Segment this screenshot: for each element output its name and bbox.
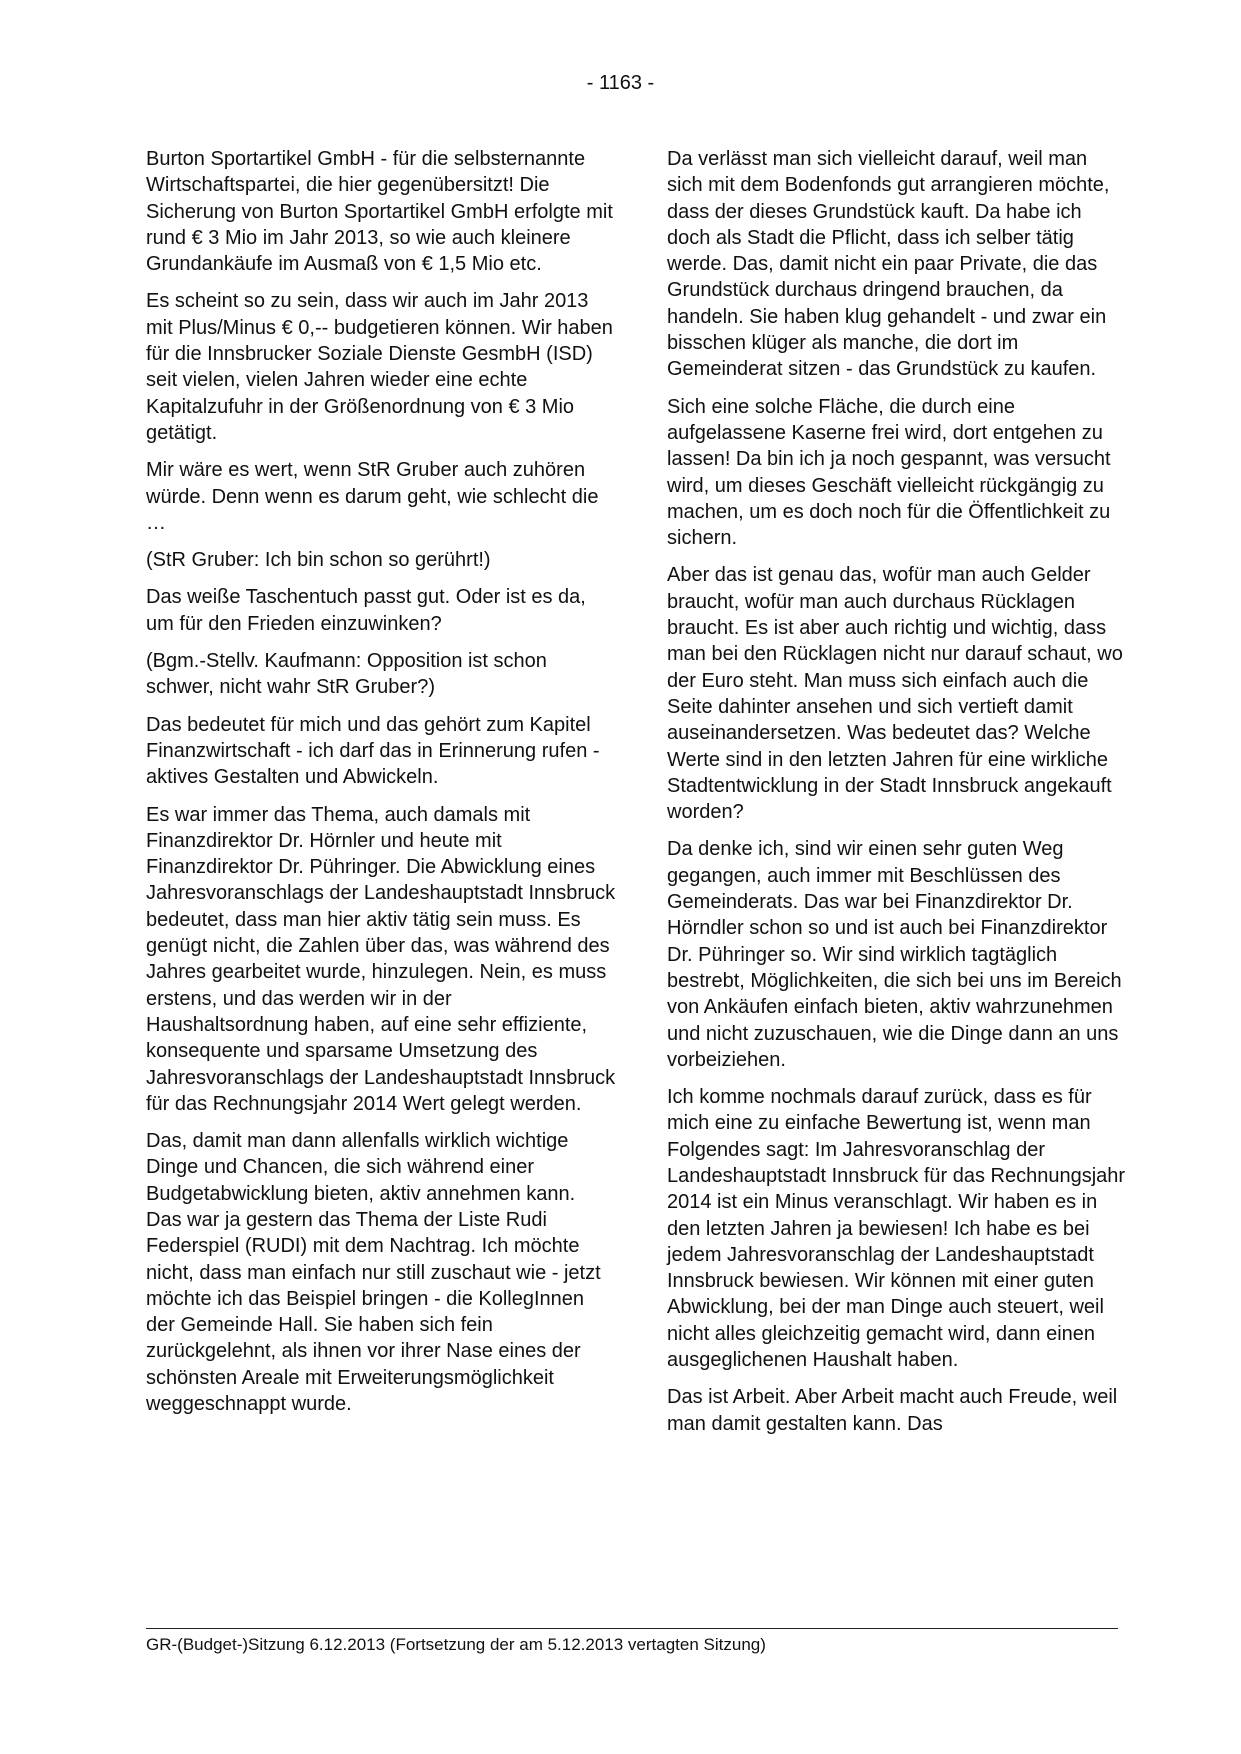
page-number: - 1163 - [586, 72, 655, 94]
paragraph: Da verlässt man sich vielleicht darauf, weil man sich mit dem Bodenfonds gut arrangieren möchte, dass der dieses Grundstück kauft. Da habe ich doch als Stadt die Pflicht, dass ich selber tätig werde. Das, damit nicht ein paar Private, die das Grundstück durchaus dringend brauchen, da handeln. Sie haben klug gehandelt - und zwar ein bisschen klüger als manche, die dort im Gemeinderat sitzen - das Grundstück zu kaufen. [667, 148, 1110, 381]
footer-text: GR-(Budget-)Sitzung 6.12.2013 (Fortsetzung der am 5.12.2013 vertagten Sitzung) [146, 1635, 766, 1654]
right-column [667, 146, 1127, 1448]
interjection: (StR Gruber: Ich bin schon so gerührt!) [146, 549, 491, 572]
footer-divider [146, 1628, 1118, 1629]
paragraph: Aber das ist genau das, wofür man auch Gelder braucht, wofür man auch durchaus Rücklagen braucht. Es ist aber auch richtig und wichtig, dass man bei den Rücklagen nicht nur darauf schaut, wo der Euro steht. Man muss sich einfach auch die Seite dahinter ansehen und sich vertieft damit auseinandersetzen. Was bedeutet das? Welche Werte sind in den letzten Jahren für eine wirkliche Stadtentwicklung in der Stadt Innsbruck angekauft worden? [667, 564, 1123, 824]
interjection: (Bgm.-Stellv. Kaufmann: Opposition ist schon schwer, nicht wahr StR Gruber?) [146, 650, 547, 699]
paragraph: Das bedeutet für mich und das gehört zum Kapitel Finanzwirtschaft - ich darf das in Erinnerung rufen - aktives Gestalten und Abwickeln. [146, 713, 600, 789]
paragraph: Das, damit man dann allenfalls wirklich wichtige Dinge und Chancen, die sich während einer Budgetabwicklung bieten, aktiv annehmen kann. Das war ja gestern das Thema der Liste Rudi Federspiel (RUDI) mit dem Nachtrag. Ich möchte nicht, dass man einfach nur still zuschaut wie - jetzt möchte ich das Beispiel bringen - die KollegInnen der Gemeinde Hall. Sie haben sich fein zurückgelehnt, als ihnen vor ihrer Nase eines der schönsten Areale mit Erweiterungsmöglichkeit weggeschnappt wurde. [146, 1130, 601, 1416]
paragraph: Das ist Arbeit. Aber Arbeit macht auch Freude, weil man damit gestalten kann. Das [667, 1386, 1118, 1435]
paragraph: Es war immer das Thema, auch damals mit Finanzdirektor Dr. Hörnler und heute mit Finanzdirektor Dr. Pühringer. Die Abwicklung eines Jahresvoranschlags der Landeshauptstadt Innsbruck bedeutet, dass man hier aktiv tätig sein muss. Es genügt nicht, die Zahlen über das, was während des Jahres gearbeitet wurde, hinzulegen. Nein, es muss erstens, und das werden wir in der Haushaltsordnung haben, auf eine sehr effiziente, konsequente und sparsame Umsetzung des Jahresvoranschlags der Landeshauptstadt Innsbruck für das Rechnungsjahr 2014 Wert gelegt werden. [146, 803, 616, 1115]
paragraph: Da denke ich, sind wir einen sehr guten Weg gegangen, auch immer mit Beschlüssen des Gemeinderats. Das war bei Finanzdirektor Dr. Hörndler schon so und ist auch bei Finanzdirektor Dr. Pühringer so. Wir sind wirklich tagtäglich bestrebt, Möglichkeiten, die sich bei uns im Bereich von Ankäufen einfach bieten, aktiv wahrzunehmen und nicht zuzuschauen, wie die Dinge dann an uns vorbeiziehen. [667, 838, 1122, 1071]
paragraph: Das weiße Taschentuch passt gut. Oder ist es da, um für den Frieden einzuwinken? [146, 586, 586, 635]
paragraph: Mir wäre es wert, wenn StR Gruber auch zuhören würde. Denn wenn es darum geht, wie schlecht die … [146, 459, 599, 534]
left-column [146, 146, 616, 1428]
paragraph: Sich eine solche Fläche, die durch eine aufgelassene Kaserne frei wird, dort entgehen zu lassen! Da bin ich ja noch gespannt, was versucht wird, um dieses Geschäft vielleicht rückgängig zu machen, um es doch noch für die Öffentlichkeit zu sichern. [667, 395, 1111, 550]
paragraph: Ich komme nochmals darauf zurück, dass es für mich eine zu einfache Bewertung ist, wenn man Folgendes sagt: Im Jahresvoranschlag der Landeshauptstadt Innsbruck für das Rechnungsjahr 2014 ist ein Minus veranschlagt. Wir haben es in den letzten Jahren ja bewiesen! Ich habe es bei jedem Jahresvoranschlag der Landeshauptstadt Innsbruck bewiesen. Wir können mit einer guten Abwicklung, bei der man Dinge auch steuert, weil nicht alles gleichzeitig gemacht wird, dann einen ausgeglichenen Haushalt haben. [667, 1086, 1126, 1372]
paragraph: Burton Sportartikel GmbH - für die selbsternannte Wirtschaftspartei, die hier gegenübersitzt! Die Sicherung von Burton Sportartikel GmbH erfolgte mit rund € 3 Mio im Jahr 2013, so wie auch kleinere Grundankäufe im Ausmaß von € 1,5 Mio etc. [146, 148, 613, 276]
paragraph: Es scheint so zu sein, dass wir auch im Jahr 2013 mit Plus/Minus € 0,-- budgetieren können. Wir haben für die Innsbrucker Soziale Dienste GesmbH (ISD) seit vielen, vielen Jahren wieder eine echte Kapitalzufuhr in der Größenordnung von € 3 Mio getätigt. [146, 290, 613, 444]
